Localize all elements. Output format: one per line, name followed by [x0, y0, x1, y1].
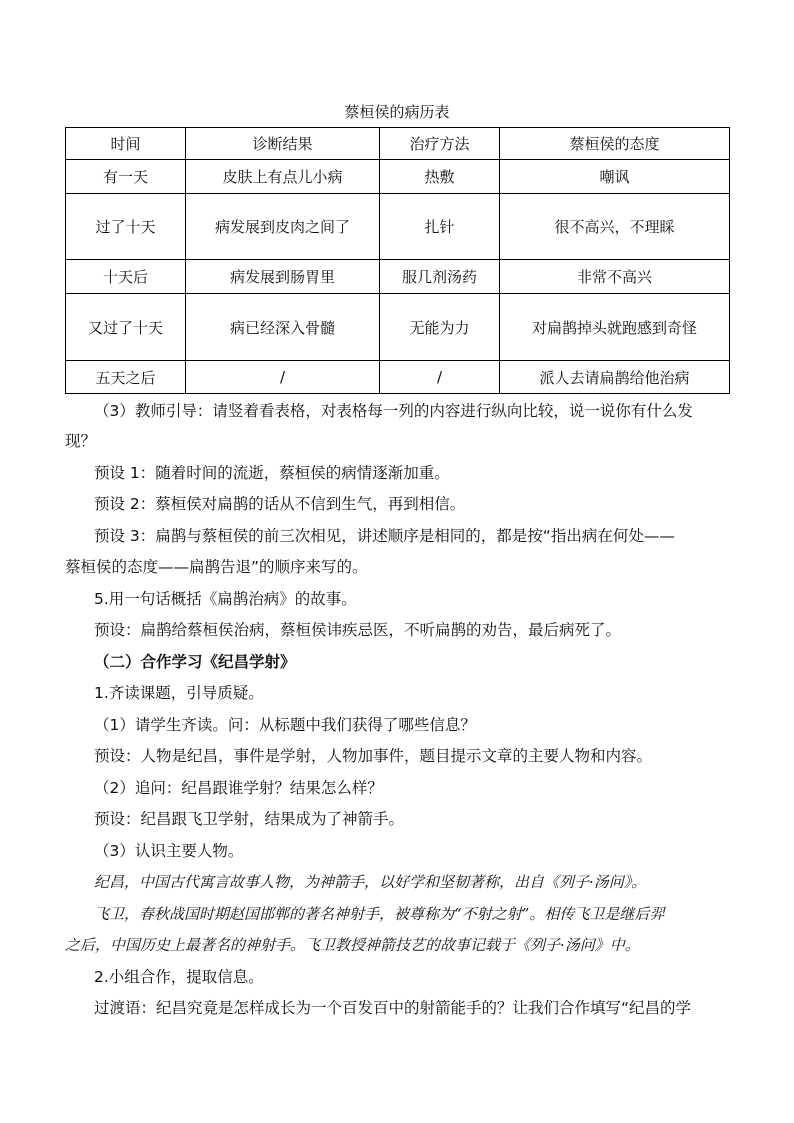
table-row [66, 294, 730, 361]
header-cell: 诊断结果 [186, 128, 380, 160]
table-cell: 病已经深入骨髓 [186, 294, 380, 361]
table-cell: 服几剂汤药 [380, 260, 500, 294]
paragraph-line: 预设 3：扁鹊与蔡桓侯的前三次相见，讲述顺序是相同的，都是按“指出病在何处—— [94, 527, 675, 545]
table-cell: 派人去请扁鹊给他治病 [500, 361, 730, 394]
table-cell: 无能为力 [380, 294, 500, 361]
header-cell: 蔡桓侯的态度 [500, 128, 730, 160]
paragraph-line: 5.用一句话概括《扁鹊治病》的故事。 [94, 590, 357, 608]
table-cell: 十天后 [66, 260, 186, 294]
table-row [66, 194, 730, 260]
paragraph-line: 过渡语：纪昌究竟是怎样成长为一个百发百中的射箭能手的？让我们合作填写“纪昌的学 [94, 999, 692, 1017]
paragraph-line: 预设 1：随着时间的流逝，蔡桓侯的病情逐渐加重。 [94, 464, 450, 482]
table-row [66, 160, 730, 194]
table-row [66, 260, 730, 294]
table-cell: 病发展到皮肉之间了 [186, 194, 380, 260]
paragraph-line: （2）追问：纪昌跟谁学射？结果怎么样？ [94, 779, 383, 797]
table-cell: 对扁鹊掉头就跑感到奇怪 [500, 294, 730, 361]
table-cell: 五天之后 [66, 361, 186, 394]
paragraph-line: （1）请学生齐读。问：从标题中我们获得了哪些信息？ [94, 716, 476, 734]
character-intro-line: 飞卫，春秋战国时期赵国邯郸的著名神射手，被尊称为“不射之射”。相传飞卫是继后羿 [94, 905, 665, 923]
paragraph-line: 预设：纪昌跟飞卫学射，结果成为了神箭手。 [94, 810, 405, 828]
table-cell: 过了十天 [66, 194, 186, 260]
header-cell: 时间 [66, 128, 186, 160]
table-cell: 又过了十天 [66, 294, 186, 361]
table-cell: 非常不高兴 [500, 260, 730, 294]
table-cell: 热敷 [380, 160, 500, 194]
paragraph-line: 1.齐读课题，引导质疑。 [94, 684, 264, 702]
table-cell: 病发展到肠胃里 [186, 260, 380, 294]
table-cell: 很不高兴，不理睬 [500, 194, 730, 260]
table-cell: 扎针 [380, 194, 500, 260]
section-heading: （二）合作学习《纪昌学射》 [94, 653, 296, 671]
header-cell: 治疗方法 [380, 128, 500, 160]
paragraph-line: （3）认识主要人物。 [94, 842, 244, 860]
paragraph-line: 2.小组合作，提取信息。 [94, 968, 264, 986]
paragraph-line: 预设：人物是纪昌，事件是学射，人物加事件，题目提示文章的主要人物和内容。 [94, 747, 653, 765]
paragraph-line: 预设 2：蔡桓侯对扁鹊的话从不信到生气，再到相信。 [94, 495, 466, 513]
table-cell: / [380, 361, 500, 394]
table-cell: 有一天 [66, 160, 186, 194]
table-cell: 皮肤上有点儿小病 [186, 160, 380, 194]
table-title: 蔡桓侯的病历表 [344, 103, 450, 121]
medical-record-table [65, 127, 730, 394]
table-cell: 嘲讽 [500, 160, 730, 194]
character-intro-line: 之后，中国历史上最著名的神射手。飞卫教授神箭技艺的故事记载于《列子·汤问》中。 [65, 936, 640, 954]
table-header-row [66, 128, 730, 160]
paragraph-line: 预设：扁鹊给蔡桓侯治病，蔡桓侯讳疾忌医，不听扁鹊的劝告，最后病死了。 [94, 621, 622, 639]
table-row [66, 361, 730, 394]
character-intro-line: 纪昌，中国古代寓言故事人物，为神箭手，以好学和坚韧著称，出自《列子·汤问》。 [94, 873, 647, 891]
paragraph-line: 现？ [65, 432, 97, 450]
paragraph-line: 蔡桓侯的态度——扁鹊告退”的顺序来写的。 [65, 558, 368, 576]
paragraph-line: （3）教师引导：请竖着看表格，对表格每一列的内容进行纵向比较，说一说你有什么发 [94, 402, 693, 420]
table-cell: / [186, 361, 380, 394]
